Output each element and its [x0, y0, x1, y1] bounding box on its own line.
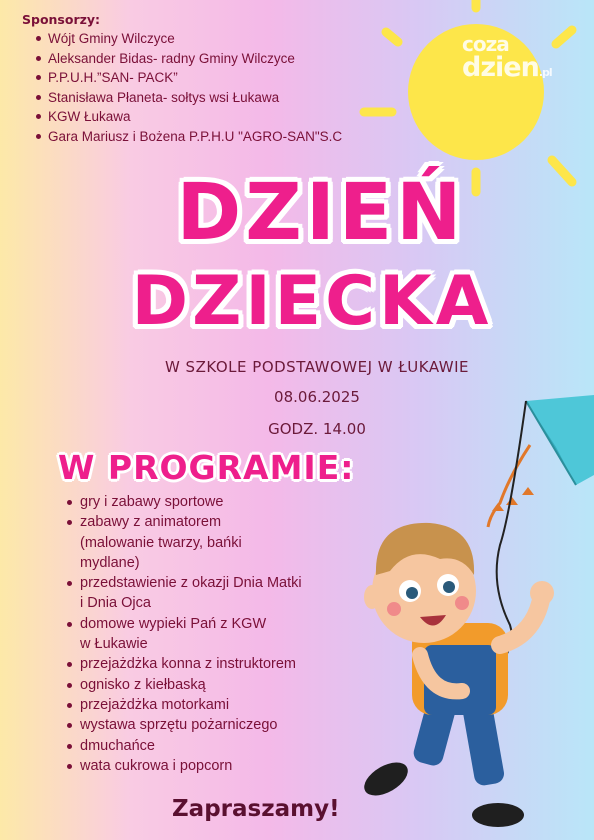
site-logo — [462, 32, 580, 90]
sponsors-title: Sponsorzy: — [22, 12, 101, 27]
program-item: gry i zabawy sportowe — [60, 492, 360, 512]
program-item: przejażdżka motorkami — [60, 695, 360, 715]
sponsor-item: KGW Łukawa — [36, 107, 382, 127]
logo-suffix: .pl — [538, 66, 552, 79]
sponsor-item: Wójt Gminy Wilczyce — [36, 29, 382, 49]
program-item-continuation: (malowanie twarzy, bańki — [80, 534, 242, 551]
program-item: przedstawienie z okazji Dnia Matki — [60, 573, 360, 593]
program-item-continuation: mydlane) — [80, 554, 140, 571]
closing-invitation: Zapraszamy! — [172, 796, 340, 822]
program-item-continuation: w Łukawie — [80, 636, 148, 653]
sponsor-item: Stanisława Płaneta- sołtys wsi Łukawa — [36, 88, 382, 108]
title-line-2: DZIECKA — [131, 262, 493, 341]
program-item: przejażdżka konna z instruktorem — [60, 654, 360, 674]
program-list — [60, 492, 360, 776]
sponsor-item: Aleksander Bidas- radny Gminy Wilczyce — [36, 49, 382, 69]
program-item: domowe wypieki Pań z KGW — [60, 614, 360, 634]
program-item-continuation: i Dnia Ojca — [80, 595, 151, 612]
program-item: wata cukrowa i popcorn — [60, 756, 360, 776]
program-item: zabawy z animatorem — [60, 512, 360, 532]
event-place: W SZKOLE PODSTAWOWEJ W ŁUKAWIE — [164, 358, 470, 376]
event-time: GODZ. 14.00 — [268, 420, 366, 438]
kid-with-kite-illustration — [350, 395, 594, 835]
program-item: ognisko z kiełbaską — [60, 675, 360, 695]
logo-top-text: coza — [462, 32, 509, 56]
sponsor-item: P.P.U.H.”SAN- PACK” — [36, 68, 382, 88]
sponsor-item: Gara Mariusz i Bożena P.P.H.U "AGRO-SAN"S.C — [36, 127, 382, 147]
logo-word: dzien — [462, 52, 539, 83]
sponsors-list — [36, 29, 382, 146]
program-heading: W PROGRAMIE: — [58, 448, 355, 487]
program-item: wystawa sprzętu pożarniczego — [60, 715, 360, 735]
program-item: dmuchańce — [60, 736, 360, 756]
title-line-1: DZIEŃ — [176, 168, 466, 258]
event-date: 08.06.2025 — [274, 388, 360, 406]
sponsors-section — [22, 12, 382, 146]
logo-bottom-text — [462, 52, 552, 83]
